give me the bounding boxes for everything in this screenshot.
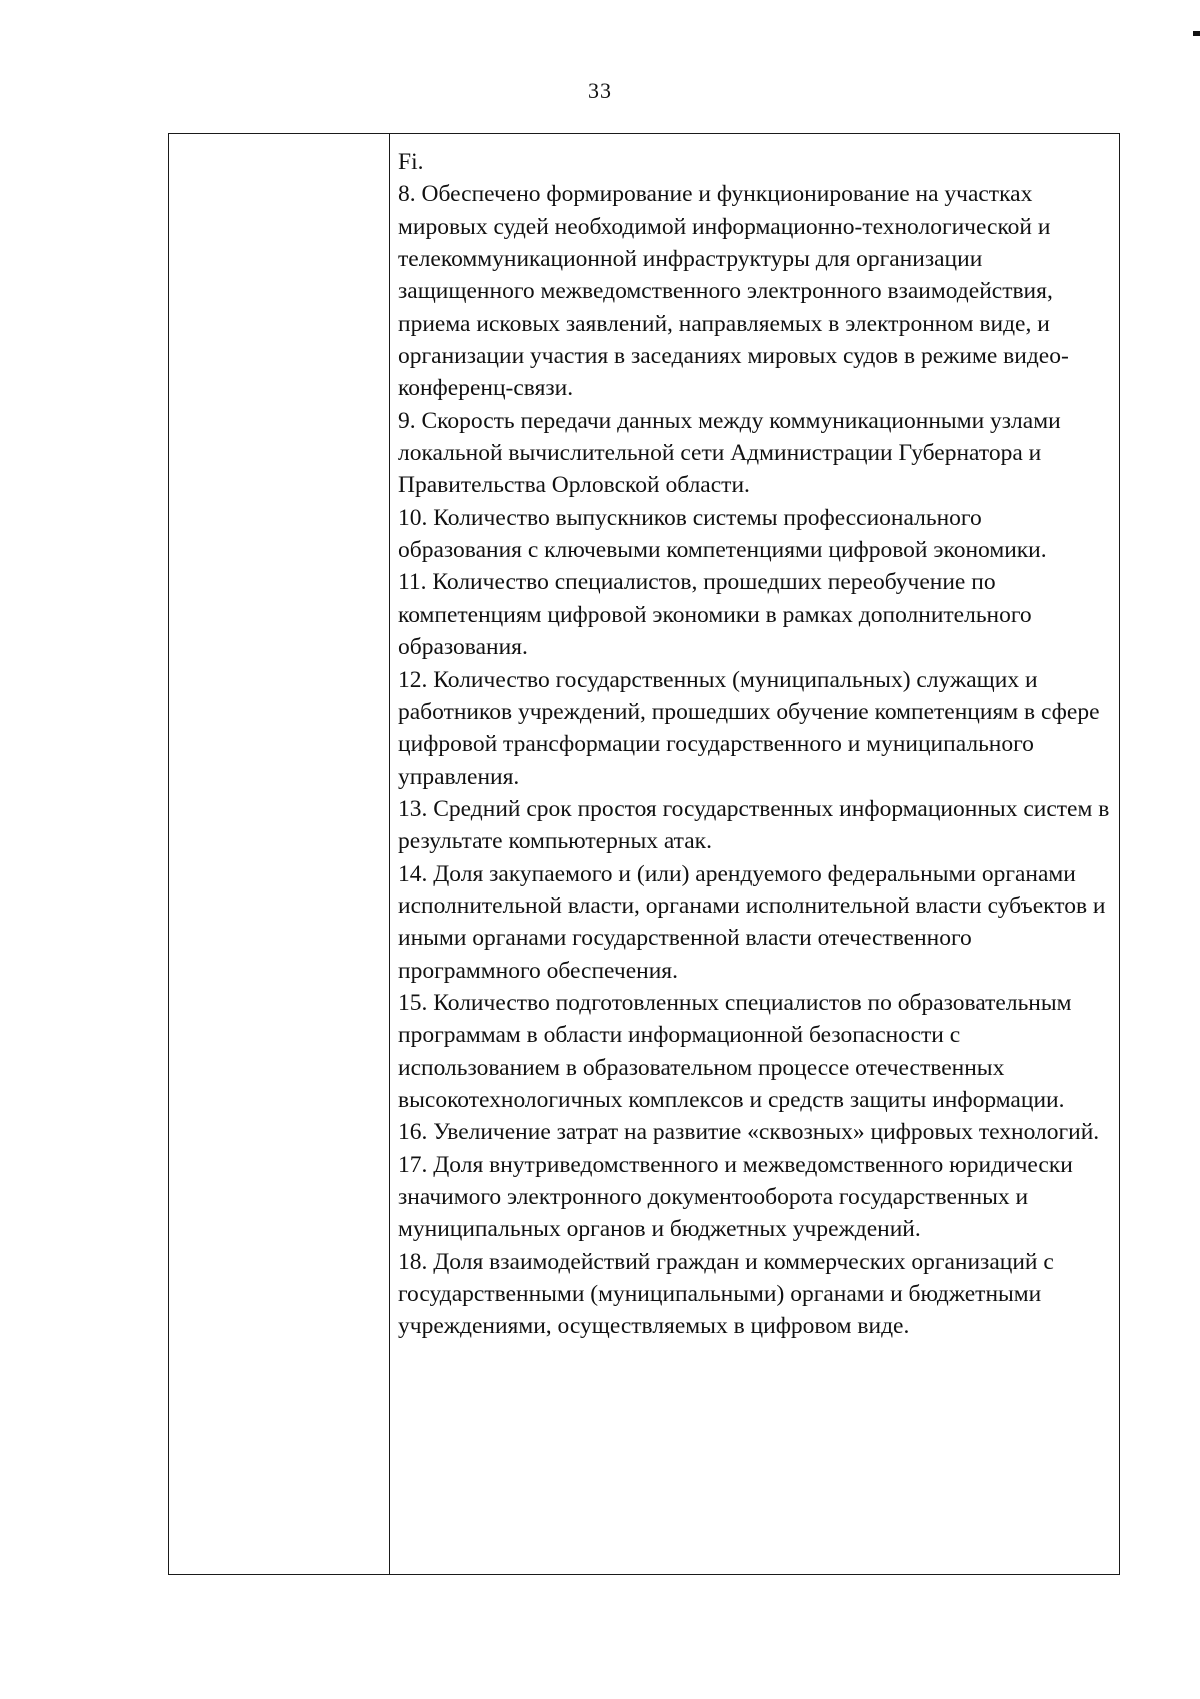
table-cell-left	[169, 134, 390, 1575]
table-cell-right	[390, 134, 1120, 1575]
list-item: 9. Скорость передачи данных между коммуникационными узлами локальной вычислительной сети Администрации Губернатора и Правительства Орловской области.	[398, 407, 1061, 499]
list-item: 10. Количество выпускников системы профессионального образования с ключевыми компетенциями цифровой экономики.	[398, 504, 1047, 564]
page-number: 33	[588, 78, 612, 103]
indicator-table	[168, 133, 1120, 1575]
scan-edge-mark	[1193, 31, 1200, 36]
list-item: 12. Количество государственных (муниципальных) служащих и работников учреждений, прошедших обучение компетенциям в сфере цифровой трансформации государственного и муниципального управления.	[398, 666, 1100, 790]
list-item: 13. Средний срок простоя государственных информационных систем в результате компьютерных атак.	[398, 795, 1110, 855]
list-item: 16. Увеличение затрат на развитие «сквозных» цифровых технологий.	[398, 1119, 1100, 1146]
list-item: 14. Доля закупаемого и (или) арендуемого федеральными органами исполнительной власти, органами исполнительной власти субъектов и иными органами государственной власти отечественного программного обеспечения.	[398, 860, 1106, 984]
list-item: 15. Количество подготовленных специалистов по образовательным программам в области информационной безопасности с использованием в образовательном процессе отечественных высокотехнологичных комплексов и средств защиты информации.	[398, 989, 1072, 1113]
list-item: 11. Количество специалистов, прошедших переобучение по компетенциям цифровой экономики в рамках дополнительного образования.	[398, 569, 1032, 661]
list-item: Fi.	[398, 149, 424, 175]
table-row	[169, 134, 1120, 1575]
list-item: 8. Обеспечено формирование и функционирование на участках мировых судей необходимой информационно-технологической и телекоммуникационной инфраструктуры для организации защищенного межведомственного электронного взаимодействия, приема исковых заявлений, направляемых в электронном виде, и организации участия в заседаниях мировых судов в режиме видео-конференц-связи.	[398, 181, 1069, 402]
list-item: 18. Доля взаимодействий граждан и коммерческих организаций с государственными (муниципальными) органами и бюджетными учреждениями, осуществляемых в цифровом виде.	[398, 1248, 1054, 1340]
list-item: 17. Доля внутриведомственного и межведомственного юридически значимого электронного документооборота государственных и муниципальных органов и бюджетных учреждений.	[398, 1151, 1073, 1243]
